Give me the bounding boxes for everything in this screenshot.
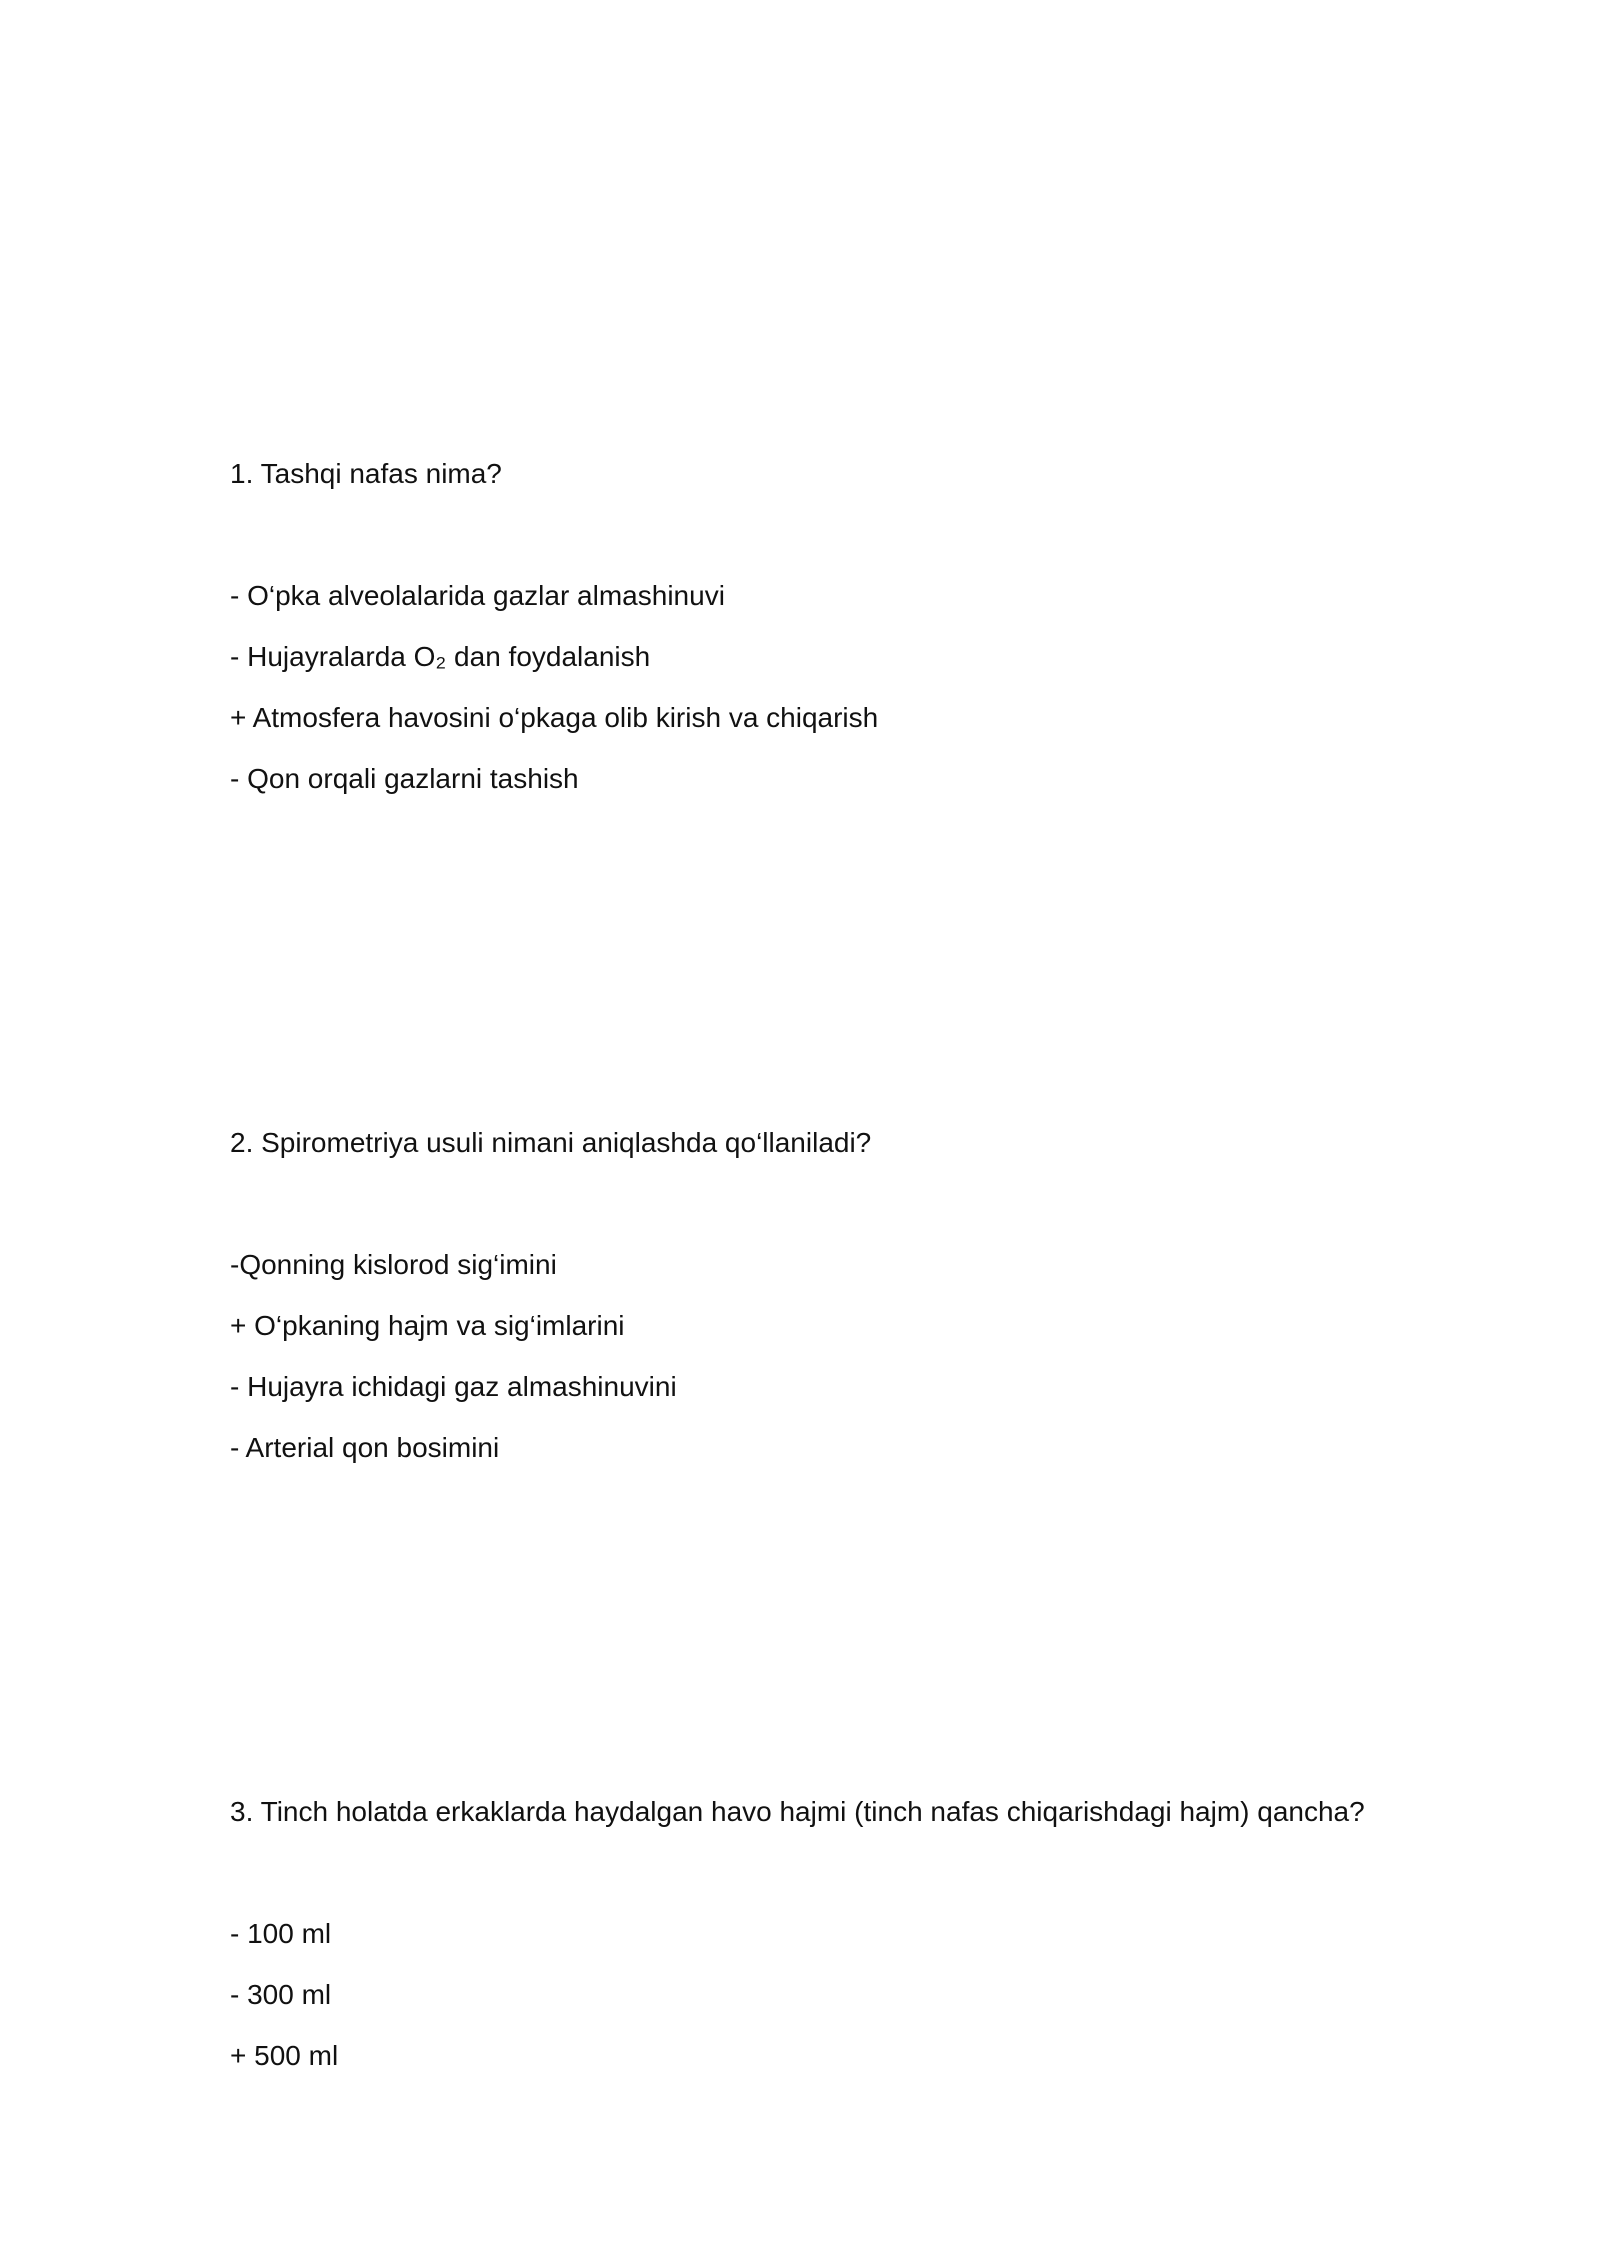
answer-option: - 100 ml (230, 1918, 332, 1949)
question-1: 1. Tashqi nafas nima? (230, 458, 502, 489)
question-2: 2. Spirometriya usuli nimani aniqlashda qo‘llaniladi? (230, 1127, 872, 1158)
answer-option: - O‘pka alveolalarida gazlar almashinuvi (230, 580, 725, 611)
answer-option: -Qonning kislorod sig‘imini (230, 1249, 557, 1280)
answer-option-correct: + 500 ml (230, 2040, 339, 2071)
answer-option-correct: + Atmosfera havosini o‘pkaga olib kirish va chiqarish (230, 702, 879, 733)
answer-option: - Arterial qon bosimini (230, 1432, 500, 1463)
answer-option: - Hujayralarda O₂ dan foydalanish (230, 641, 651, 672)
answer-option: - Hujayra ichidagi gaz almashinuvini (230, 1371, 677, 1402)
answer-option-correct: + O‘pkaning hajm va sig‘imlarini (230, 1310, 625, 1341)
answer-option: - Qon orqali gazlarni tashish (230, 763, 579, 794)
answer-option: - 300 ml (230, 1979, 332, 2010)
question-3: 3. Tinch holatda erkaklarda haydalgan havo hajmi (tinch nafas chiqarishdagi hajm) qancha? (230, 1796, 1365, 1827)
